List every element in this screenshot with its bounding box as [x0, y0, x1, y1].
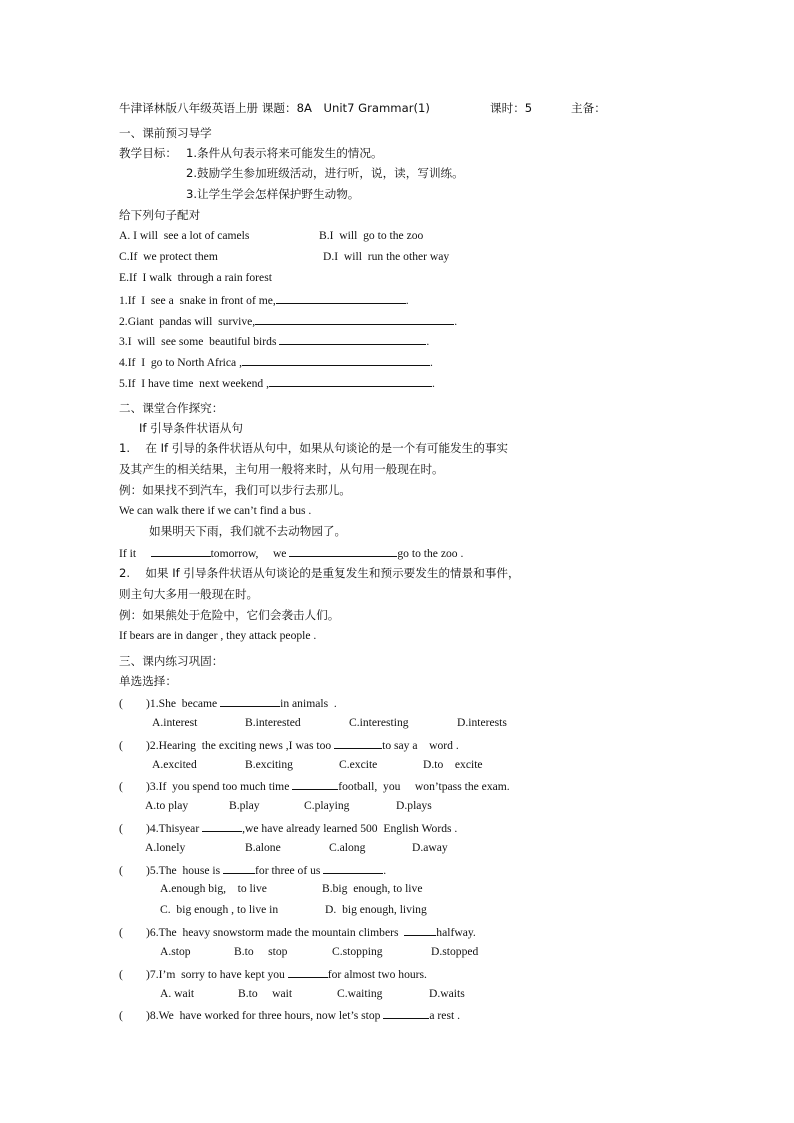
question-6: [119, 924, 476, 940]
option[interactable]: C.along: [329, 841, 366, 854]
answer-paren[interactable]: ( ): [119, 968, 150, 981]
option[interactable]: C.excite: [339, 758, 378, 771]
section3-sub: 单选选择：: [119, 674, 177, 688]
option[interactable]: B.big enough, to live: [322, 882, 423, 895]
question-8: [119, 1007, 460, 1023]
option[interactable]: D.interests: [457, 716, 507, 729]
question-text: a rest .: [429, 1009, 460, 1022]
question-text: for almost two hours.: [327, 968, 427, 981]
fill-text: go to the zoo .: [397, 547, 464, 560]
question-4: [119, 820, 457, 836]
option[interactable]: D.plays: [396, 799, 432, 812]
option[interactable]: D. big enough, living: [325, 903, 427, 916]
option[interactable]: C.playing: [304, 799, 350, 812]
match-item-4: 4.If I go to North Africa , .: [119, 356, 433, 369]
option[interactable]: C. big enough , to live in: [160, 903, 279, 916]
question-text: 3.If you spend too much time: [149, 780, 290, 793]
example2-fill: [119, 545, 463, 561]
question-text: halfway.: [436, 926, 476, 939]
question-text: 4.Thisyear: [149, 822, 200, 835]
example3-cn: 例：如果熊处于危险中，它们会袭击人们。: [119, 608, 340, 622]
match-item-2: 2.Giant pandas will survive, .: [119, 315, 458, 328]
answer-paren[interactable]: ( ): [119, 926, 150, 939]
option[interactable]: D.to excite: [423, 758, 483, 771]
answer-blank[interactable]: [202, 820, 242, 832]
rule2-line1: 2. 如果 If 引导条件状语从句谈论的是重复发生和预示要发生的情景和事件，: [119, 566, 520, 580]
example1-en: We can walk there if we can’t find a bus .: [119, 504, 312, 517]
answer-blank[interactable]: [289, 545, 397, 557]
answer-blank[interactable]: [242, 354, 430, 366]
option[interactable]: C.interesting: [349, 716, 409, 729]
answer-blank[interactable]: [288, 966, 328, 978]
option-a: A. I will see a lot of camels: [119, 229, 250, 242]
match-item-text: 5.If I have time next weekend ,: [119, 377, 270, 390]
answer-blank[interactable]: [269, 375, 432, 387]
question-text: 8.We have worked for three hours, now let’s stop: [149, 1009, 381, 1022]
question-text: 7.I’m sorry to have kept you: [149, 968, 285, 981]
option[interactable]: A.to play: [145, 799, 189, 812]
match-item-text: 1.If I see a snake in front of me,: [119, 294, 276, 307]
example1-cn: 例：如果找不到汽车，我们可以步行去那儿。: [119, 483, 351, 497]
goal-1: 1.条件从句表示将来可能发生的情况。: [186, 146, 383, 160]
question-text: 6.The heavy snowstorm made the mountain climbers: [149, 926, 399, 939]
goals-label: 教学目标：: [119, 146, 177, 160]
option-e: E.If I walk through a rain forest: [119, 271, 272, 284]
answer-blank[interactable]: [279, 333, 426, 345]
match-item-text: 2.Giant pandas will survive,: [119, 315, 256, 328]
option[interactable]: A.lonely: [145, 841, 186, 854]
rule1-line1: 1. 在 If 引导的条件状语从句中，如果从句谈论的是一个有可能发生的事实: [119, 441, 509, 455]
goal-3: 3.让学生学会怎样保护野生动物。: [186, 187, 360, 201]
option[interactable]: A.stop: [160, 945, 191, 958]
section2-subheading: If 引导条件状语从句: [139, 421, 243, 435]
answer-paren[interactable]: ( ): [119, 1009, 150, 1022]
match-title: 给下列句子配对: [119, 208, 201, 222]
question-1: [119, 695, 337, 711]
header-period: 课时：5: [490, 101, 533, 115]
option[interactable]: C.stopping: [332, 945, 383, 958]
section3-heading: 三、课内练习巩固：: [119, 654, 224, 668]
option[interactable]: A.enough big, to live: [160, 882, 267, 895]
answer-paren[interactable]: ( ): [119, 780, 150, 793]
option-c: C.If we protect them: [119, 250, 218, 263]
section1-heading: 一、课前预习导学: [119, 126, 212, 140]
answer-blank[interactable]: [292, 778, 338, 790]
question-text: 1.She became: [149, 697, 218, 710]
answer-paren[interactable]: ( ): [119, 739, 150, 752]
option[interactable]: B.to stop: [234, 945, 288, 958]
match-item-5: 5.If I have time next weekend , .: [119, 377, 435, 390]
option[interactable]: A.interest: [152, 716, 198, 729]
goal-2: 2.鼓励学生参加班级活动，进行听，说，读，写训练。: [186, 166, 464, 180]
question-7: [119, 966, 427, 982]
answer-blank[interactable]: [223, 862, 255, 874]
question-text: 5.The house is: [149, 864, 221, 877]
match-item-1: 1.If I see a snake in front of me, .: [119, 294, 409, 307]
question-text: ,we have already learned 500 English Words .: [242, 822, 458, 835]
match-item-3: 3.I will see some beautiful birds .: [119, 335, 430, 348]
option[interactable]: A. wait: [160, 987, 195, 1000]
option[interactable]: D.away: [412, 841, 448, 854]
question-5: ( )5.The house is for three of us .: [119, 864, 387, 877]
match-item-text: 4.If I go to North Africa ,: [119, 356, 242, 369]
answer-paren[interactable]: ( ): [119, 822, 150, 835]
answer-blank[interactable]: [220, 695, 280, 707]
example3-en: If bears are in danger , they attack people .: [119, 629, 317, 642]
header-title: 牛津译林版八年级英语上册 课题：8A Unit7 Grammar(1): [119, 101, 430, 115]
answer-blank[interactable]: [383, 1007, 429, 1019]
option[interactable]: D.waits: [429, 987, 465, 1000]
answer-blank[interactable]: [323, 862, 383, 874]
question-2: [119, 737, 459, 753]
option-d: D.I will run the other way: [323, 250, 450, 263]
answer-blank[interactable]: [404, 924, 436, 936]
option[interactable]: C.waiting: [337, 987, 383, 1000]
question-text: 2.Hearing the exciting news ,I was too: [149, 739, 332, 752]
option[interactable]: B.to wait: [238, 987, 293, 1000]
option[interactable]: B.alone: [245, 841, 281, 854]
fill-text: we: [272, 547, 287, 560]
header-preparer: 主备：: [571, 101, 606, 115]
option[interactable]: B.play: [229, 799, 260, 812]
option[interactable]: B.interested: [245, 716, 301, 729]
answer-blank[interactable]: [276, 292, 406, 304]
match-item-text: 3.I will see some beautiful birds: [119, 335, 277, 348]
option[interactable]: D.stopped: [431, 945, 479, 958]
answer-paren[interactable]: ( ): [119, 697, 150, 710]
question-text: to say a word .: [382, 739, 459, 752]
answer-paren[interactable]: ( ): [119, 864, 150, 877]
rule2-line2: 则主句大多用一般现在时。: [119, 587, 259, 601]
question-text: football, you won’tpass the exam.: [338, 780, 510, 793]
question-text: in animals .: [280, 697, 337, 710]
section2-heading: 二、课堂合作探究：: [119, 401, 224, 415]
rule1-line2: 及其产生的相关结果，主句用一般将来时，从句用一般现在时。: [119, 462, 444, 476]
option[interactable]: A.excited: [152, 758, 197, 771]
question-text: for three of us: [255, 864, 321, 877]
fill-text: If it: [119, 547, 137, 560]
option-b: B.I will go to the zoo: [319, 229, 424, 242]
question-3: [119, 778, 510, 794]
fill-text: tomorrow,: [210, 547, 259, 560]
answer-blank[interactable]: [151, 545, 211, 557]
answer-blank[interactable]: [255, 313, 454, 325]
example2-cn: 如果明天下雨，我们就不去动物园了。: [149, 524, 347, 538]
answer-blank[interactable]: [334, 737, 382, 749]
option[interactable]: B.exciting: [245, 758, 293, 771]
